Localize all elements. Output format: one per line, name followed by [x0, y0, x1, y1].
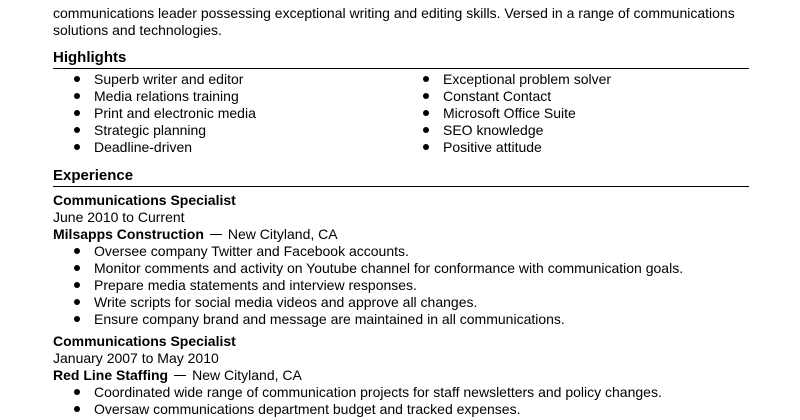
highlight-text: SEO knowledge [443, 122, 544, 138]
bullet-icon [423, 76, 429, 82]
job-entry-2 [53, 333, 773, 418]
bullet-icon [423, 93, 429, 99]
bullet-icon [74, 110, 80, 116]
list-item [53, 122, 393, 139]
list-item [402, 88, 742, 105]
bullet-icon [423, 144, 429, 150]
bullet-icon [74, 144, 80, 150]
summary-line-2: solutions and technologies. [53, 22, 222, 38]
job-dates: June 2010 to Current [53, 209, 185, 225]
bullet-icon [74, 248, 80, 254]
list-item [53, 294, 773, 311]
company-location: New Cityland, CA [227, 226, 338, 242]
highlights-left-list [53, 71, 393, 156]
duty-text: Write scripts for social media videos and approve all changes. [94, 294, 478, 310]
list-item [53, 71, 393, 88]
bullet-icon [74, 282, 80, 288]
bullet-icon [74, 93, 80, 99]
highlight-text: Superb writer and editor [94, 71, 244, 87]
job-duties-list [53, 384, 773, 418]
bullet-icon [74, 265, 80, 271]
dash-separator [174, 375, 186, 376]
job-entry-1 [53, 192, 773, 328]
highlight-text: Media relations training [94, 88, 239, 104]
highlights-heading: Highlights [53, 49, 749, 69]
job-dates: January 2007 to May 2010 [53, 350, 219, 366]
highlight-text: Microsoft Office Suite [443, 105, 576, 121]
list-item [53, 243, 773, 260]
duty-text: Prepare media statements and interview responses. [94, 277, 417, 293]
highlight-text: Print and electronic media [94, 105, 256, 121]
job-duties-list [53, 243, 773, 328]
list-item [402, 122, 742, 139]
list-item [402, 71, 742, 88]
highlight-text: Deadline-driven [94, 139, 193, 155]
bullet-icon [74, 316, 80, 322]
company-location: New Cityland, CA [192, 367, 302, 383]
bullet-icon [74, 406, 80, 412]
highlight-text: Exceptional problem solver [443, 71, 612, 87]
job-employer [53, 367, 773, 384]
highlight-text: Constant Contact [443, 88, 552, 104]
bullet-icon [74, 389, 80, 395]
summary-line-1: communications leader possessing exceptional writing and editing skills. Versed in a range of communications [53, 5, 735, 21]
bullet-icon [74, 127, 80, 133]
list-item [53, 311, 773, 328]
list-item [53, 139, 393, 156]
duty-text: Oversaw communications department budget and tracked expenses. [94, 401, 521, 417]
list-item [402, 139, 742, 156]
bullet-icon [423, 110, 429, 116]
list-item [53, 277, 773, 294]
duty-text: Coordinated wide range of communication projects for staff newsletters and policy changes. [94, 384, 662, 400]
list-item [53, 88, 393, 105]
bullet-icon [74, 299, 80, 305]
job-title: Communications Specialist [53, 192, 236, 208]
highlight-text: Strategic planning [94, 122, 207, 138]
bullet-icon [74, 76, 80, 82]
duty-text: Ensure company brand and message are maintained in all communications. [94, 311, 565, 327]
list-item [53, 384, 773, 401]
list-item [53, 105, 393, 122]
list-item [402, 105, 742, 122]
company-name: Red Line Staffing [53, 367, 169, 383]
experience-heading: Experience [53, 167, 749, 187]
duty-text: Monitor comments and activity on Youtube channel for conformance with communication goals. [94, 260, 684, 276]
bullet-icon [423, 127, 429, 133]
dash-separator [210, 234, 222, 235]
list-item [53, 260, 773, 277]
job-title: Communications Specialist [53, 333, 236, 349]
list-item [53, 401, 773, 418]
highlights-right-list [402, 71, 742, 156]
highlight-text: Positive attitude [443, 139, 542, 155]
duty-text: Oversee company Twitter and Facebook accounts. [94, 243, 409, 259]
company-name: Milsapps Construction [53, 226, 204, 242]
job-employer [53, 226, 773, 243]
